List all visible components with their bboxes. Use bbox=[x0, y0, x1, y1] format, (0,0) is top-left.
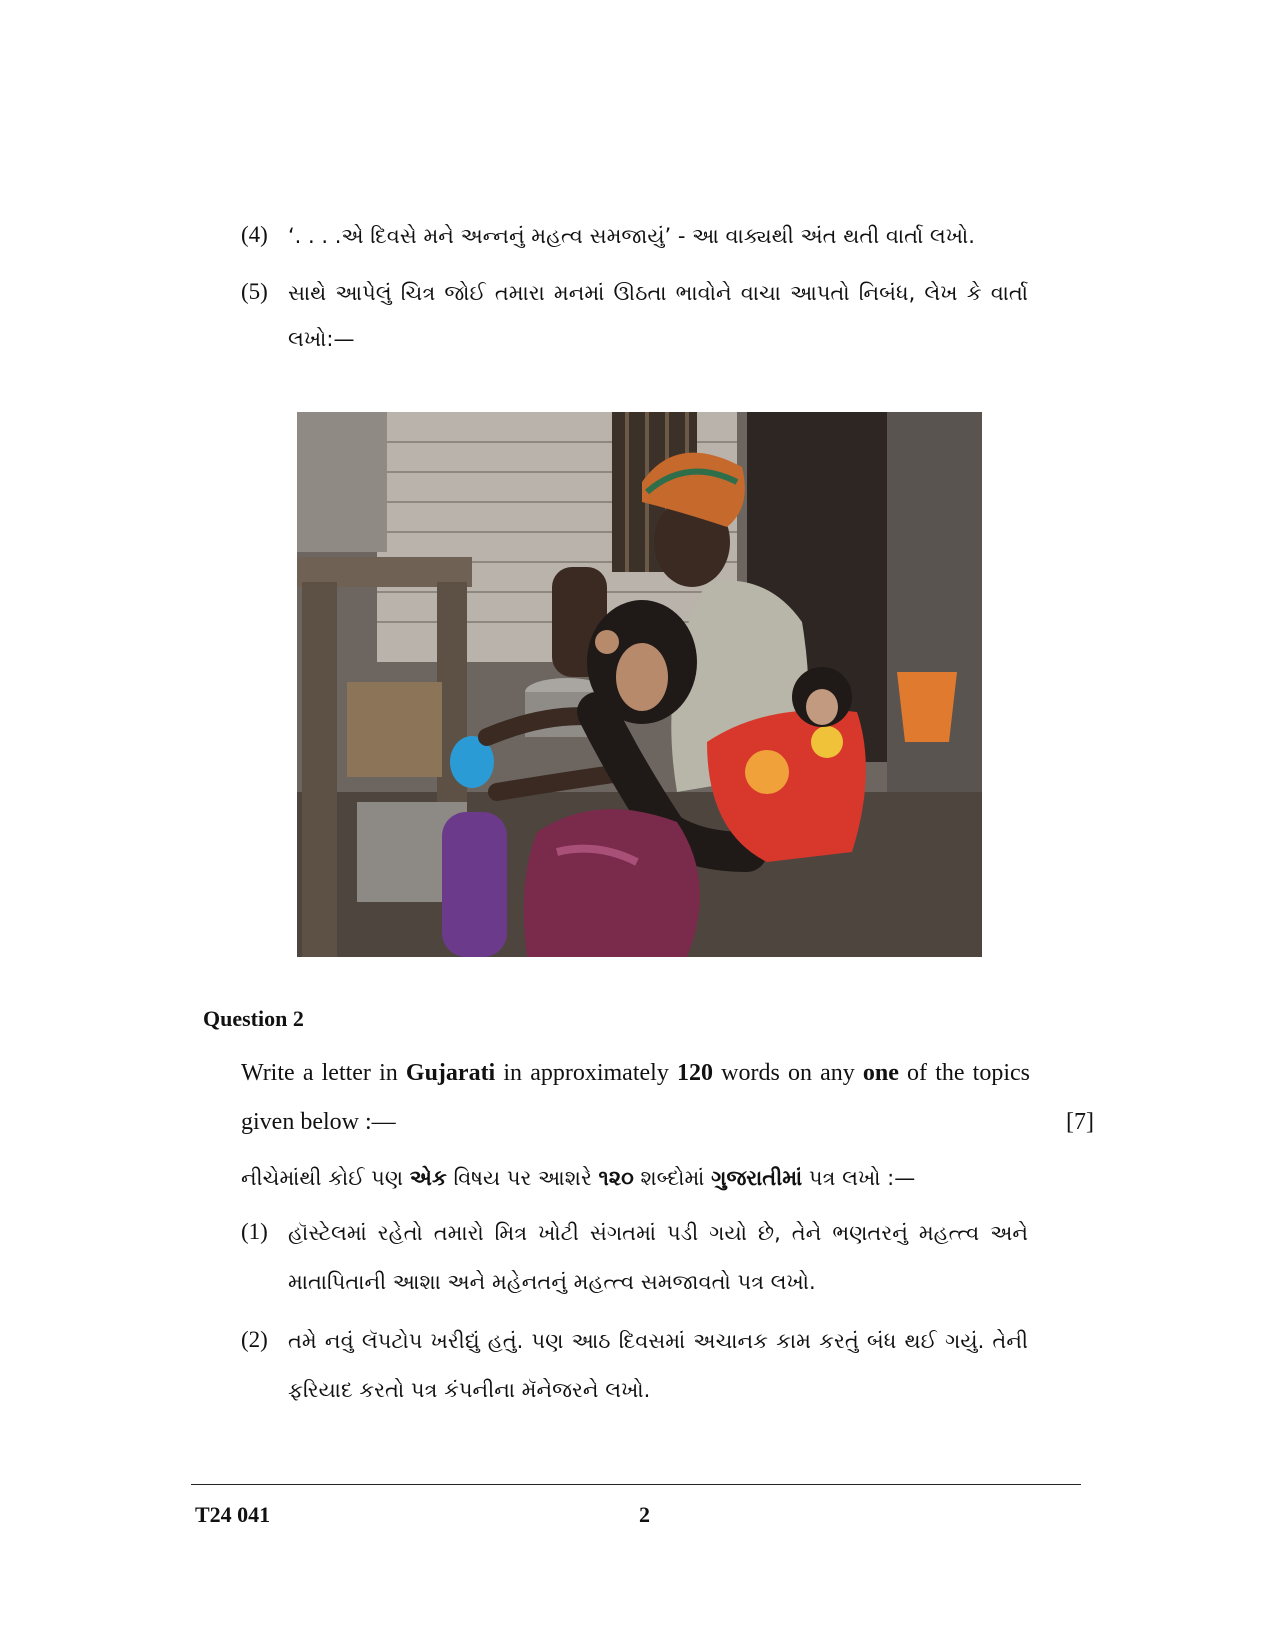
q2-instruction-part: in approximately bbox=[495, 1060, 677, 1086]
topic-1-line-1: હૉસ્ટેલમાં રહેતો તમારો મિત્ર ખોટી સંગતમાં પડી ગયો છે, તેને ભણતરનું મહત્ત્વ અને bbox=[288, 1221, 1028, 1245]
q2-guj-part: શબ્દોમાં bbox=[633, 1166, 712, 1190]
q2-guj-word-count: ૧૨૦ bbox=[598, 1166, 634, 1190]
topic-2-number: (2) bbox=[241, 1327, 268, 1352]
topic-1-number: (1) bbox=[241, 1219, 268, 1244]
q2-guj-part: પત્ર લખો :— bbox=[802, 1166, 916, 1190]
q2-guj-language: ગુજરાતીમાં bbox=[711, 1166, 803, 1190]
page-number: 2 bbox=[639, 1502, 650, 1527]
footer-divider bbox=[191, 1484, 1081, 1485]
question-2-heading: Question 2 bbox=[203, 1006, 304, 1031]
topic-2-line-2: ફરિયાદ કરતો પત્ર કંપનીના મૅનેજરને લખો. bbox=[288, 1378, 651, 1402]
photograph-woman-with-chimpanzees-icon bbox=[297, 412, 982, 957]
q2-instruction-part: Write a letter in bbox=[241, 1060, 406, 1086]
q2-instruction-word-count: 120 bbox=[676, 1060, 713, 1086]
item-5-line-2: લખો:— bbox=[288, 327, 355, 351]
q2-instruction-language: Gujarati bbox=[405, 1060, 496, 1086]
q2-guj-part: નીચેમાંથી કોઈ પણ bbox=[241, 1166, 410, 1190]
item-4-number: (4) bbox=[241, 222, 268, 247]
q2-instruction-english-line-2: given below :— bbox=[241, 1109, 396, 1135]
topic-1-line-2: માતાપિતાની આશા અને મહેનતનું મહત્ત્વ સમજાવતો પત્ર લખો. bbox=[288, 1270, 816, 1294]
q2-instruction-gujarati bbox=[241, 1166, 915, 1191]
q2-instruction-english-line-1 bbox=[241, 1060, 1030, 1087]
item-4-text: ‘. . . .એ દિવસે મને અન્નનું મહત્વ સમજાયું’ - આ વાક્યથી અંત થતી વાર્તા લખો. bbox=[288, 224, 975, 248]
item-5-number: (5) bbox=[241, 279, 268, 304]
topic-2-line-1: તમે નવું લૅપટોપ ખરીદ્યું હતું. પણ આઠ દિવસમાં અચાનક કામ કરતું બંધ થઈ ગયું. તેની bbox=[288, 1329, 1028, 1353]
q2-instruction-one: one bbox=[862, 1060, 899, 1086]
item-5-line-1: સાથે આપેલું ચિત્ર જોઈ તમારા મનમાં ઊઠતા ભાવોને વાચા આપતો નિબંધ, લેખ કે વાર્તા bbox=[288, 281, 1028, 305]
q2-guj-part: વિષય પર આશરે bbox=[446, 1166, 599, 1190]
paper-code: T24 041 bbox=[195, 1502, 271, 1527]
q2-instruction-part: words on any bbox=[712, 1060, 863, 1086]
photograph bbox=[297, 412, 982, 957]
q2-marks: [7] bbox=[1066, 1109, 1094, 1135]
q2-guj-one: એક bbox=[409, 1166, 447, 1190]
q2-instruction-part: of the topics bbox=[898, 1060, 1030, 1086]
